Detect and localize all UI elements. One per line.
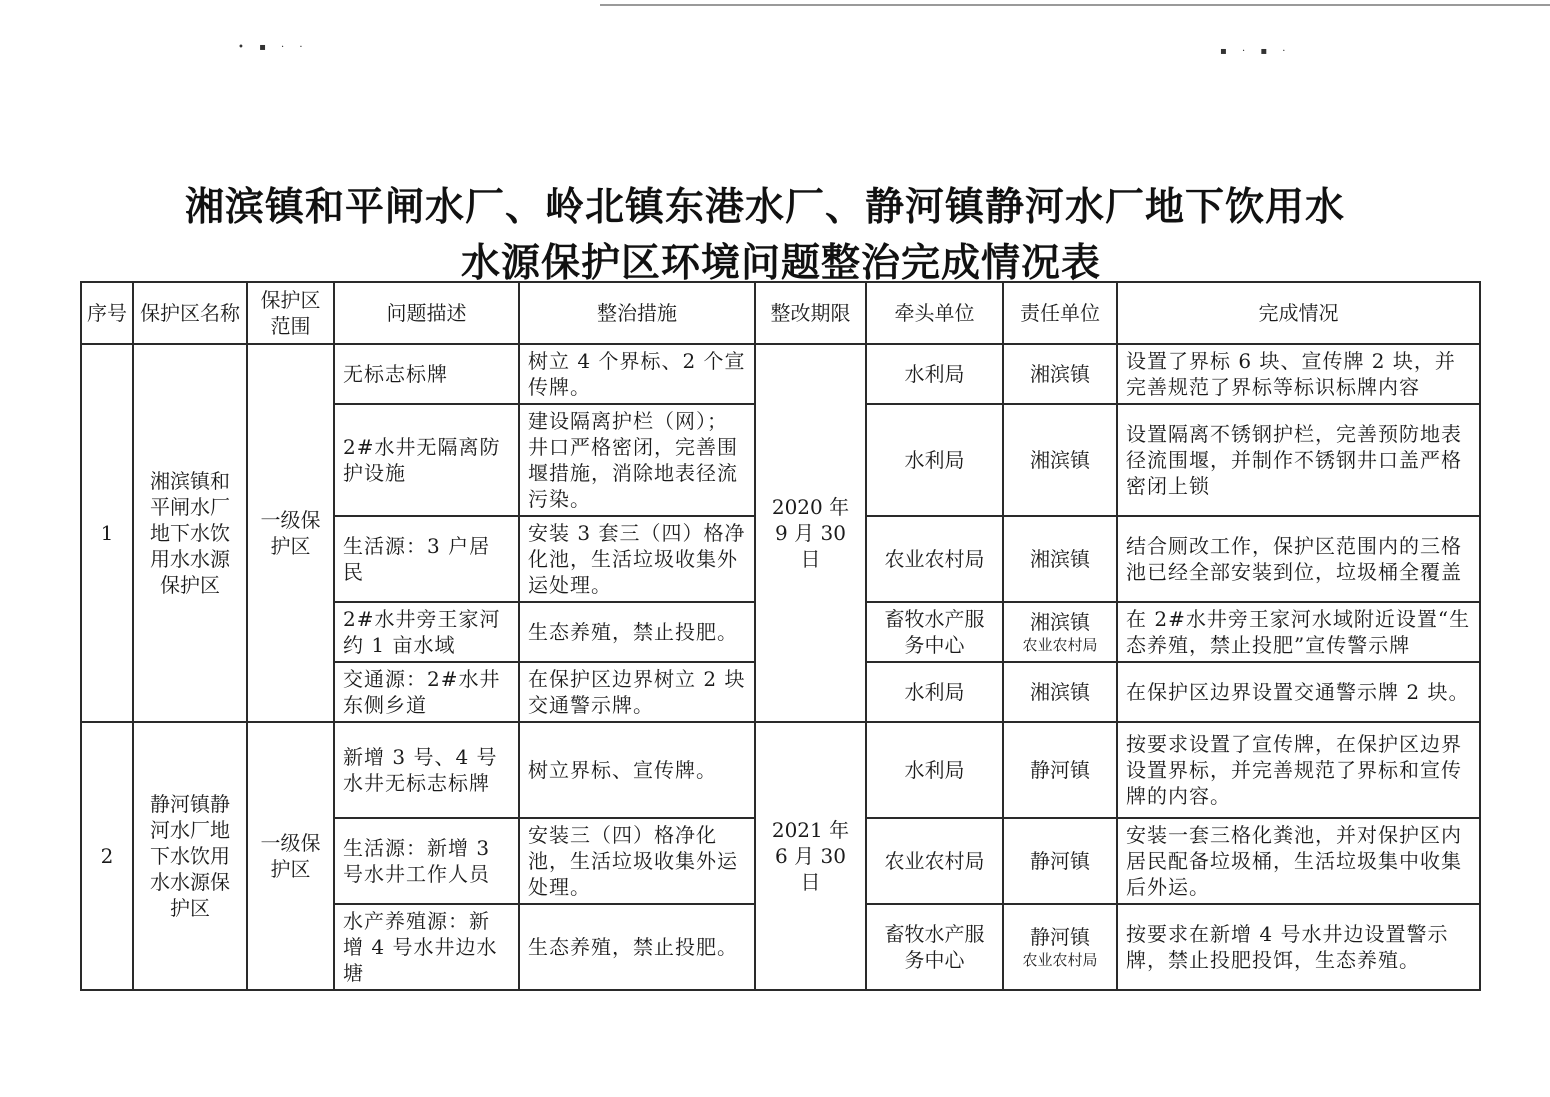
table-row bbox=[81, 344, 1480, 404]
lead-unit-cell: 水利局 bbox=[866, 662, 1003, 722]
resp-unit-cell: 湘滨镇 bbox=[1003, 662, 1117, 722]
area-name: 湘滨镇和平闸水厂地下水饮用水水源保护区 bbox=[133, 344, 247, 722]
measures-cell: 树立 4 个界标、2 个宣传牌。 bbox=[519, 344, 755, 404]
problem-cell: 2#水井无隔离防护设施 bbox=[334, 404, 519, 516]
resp-unit-main: 湘滨镇 bbox=[1030, 610, 1090, 634]
measures-cell: 安装 3 套三（四）格净化池，生活垃圾收集外运处理。 bbox=[519, 516, 755, 602]
resp-unit-cell: 湘滨镇 bbox=[1003, 516, 1117, 602]
lead-unit-cell: 水利局 bbox=[866, 404, 1003, 516]
problem-cell: 无标志标牌 bbox=[334, 344, 519, 404]
lead-unit-cell: 农业农村局 bbox=[866, 516, 1003, 602]
problem-cell: 2#水井旁王家河约 1 亩水域 bbox=[334, 602, 519, 662]
problem-cell: 新增 3 号、4 号水井无标志标牌 bbox=[334, 722, 519, 818]
scan-top-line bbox=[600, 4, 1550, 6]
group-seq: 2 bbox=[81, 722, 133, 990]
status-cell: 安装一套三格化粪池，并对保护区内居民配备垃圾桶，生活垃圾集中收集后外运。 bbox=[1117, 818, 1480, 904]
header-resp-unit: 责任单位 bbox=[1003, 282, 1117, 344]
area-scope: 一级保护区 bbox=[247, 344, 334, 722]
status-cell: 设置了界标 6 块、宣传牌 2 块，并完善规范了界标等标识标牌内容 bbox=[1117, 344, 1480, 404]
scan-specks-right: ▪ · ▪ · bbox=[1220, 46, 1292, 57]
problem-cell: 交通源：2#水井东侧乡道 bbox=[334, 662, 519, 722]
deadline-cell: 2021 年 6 月 30 日 bbox=[755, 722, 866, 990]
page-title-line2: 水源保护区环境问题整治完成情况表 bbox=[460, 241, 1101, 286]
header-lead-unit: 牵头单位 bbox=[866, 282, 1003, 344]
page-title-line1: 湘滨镇和平闸水厂、岭北镇东港水厂、静河镇静河水厂地下饮用水 bbox=[184, 185, 1345, 230]
resp-unit-main: 静河镇 bbox=[1030, 925, 1090, 949]
status-cell: 按要求设置了宣传牌，在保护区边界设置界标，并完善规范了界标和宣传牌的内容。 bbox=[1117, 722, 1480, 818]
area-name: 静河镇静河水厂地下水饮用水水源保护区 bbox=[133, 722, 247, 990]
resp-unit-cell: 湘滨镇 bbox=[1003, 344, 1117, 404]
resp-unit-sub: 农业农村局 bbox=[1022, 636, 1098, 654]
lead-unit-cell: 水利局 bbox=[866, 722, 1003, 818]
header-status: 完成情况 bbox=[1117, 282, 1480, 344]
header-seq: 序号 bbox=[81, 282, 133, 344]
measures-cell: 安装三（四）格净化池，生活垃圾收集外运处理。 bbox=[519, 818, 755, 904]
measures-cell: 建设隔离护栏（网）；井口严格密闭，完善围堰措施，消除地表径流污染。 bbox=[519, 404, 755, 516]
header-problem: 问题描述 bbox=[334, 282, 519, 344]
lead-unit-cell: 农业农村局 bbox=[866, 818, 1003, 904]
status-cell: 设置隔离不锈钢护栏，完善预防地表径流围堰，并制作不锈钢井口盖严格密闭上锁 bbox=[1117, 404, 1480, 516]
group-seq: 1 bbox=[81, 344, 133, 722]
resp-unit-sub: 农业农村局 bbox=[1022, 951, 1098, 969]
measures-cell: 生态养殖，禁止投肥。 bbox=[519, 904, 755, 990]
problem-cell: 生活源：3 户居民 bbox=[334, 516, 519, 602]
resp-unit-cell: 静河镇 bbox=[1003, 818, 1117, 904]
resp-unit-cell bbox=[1003, 602, 1117, 662]
status-cell: 按要求在新增 4 号水井边设置警示牌，禁止投肥投饵，生态养殖。 bbox=[1117, 904, 1480, 990]
resp-unit-cell: 湘滨镇 bbox=[1003, 404, 1117, 516]
header-area-scope: 保护区范围 bbox=[247, 282, 334, 344]
problem-cell: 生活源：新增 3 号水井工作人员 bbox=[334, 818, 519, 904]
lead-unit-cell: 畜牧水产服务中心 bbox=[866, 904, 1003, 990]
lead-unit-cell: 水利局 bbox=[866, 344, 1003, 404]
measures-cell: 在保护区边界树立 2 块交通警示牌。 bbox=[519, 662, 755, 722]
status-table bbox=[80, 281, 1481, 991]
status-cell: 结合厕改工作，保护区范围内的三格池已经全部安装到位，垃圾桶全覆盖 bbox=[1117, 516, 1480, 602]
deadline-cell: 2020 年 9 月 30 日 bbox=[755, 344, 866, 722]
header-deadline: 整改期限 bbox=[755, 282, 866, 344]
header-measures: 整治措施 bbox=[519, 282, 755, 344]
area-scope: 一级保护区 bbox=[247, 722, 334, 990]
header-area-name: 保护区名称 bbox=[133, 282, 247, 344]
measures-cell: 生态养殖，禁止投肥。 bbox=[519, 602, 755, 662]
status-cell: 在 2#水井旁王家河水域附近设置“生态养殖，禁止投肥”宣传警示牌 bbox=[1117, 602, 1480, 662]
lead-unit-cell: 畜牧水产服务中心 bbox=[866, 602, 1003, 662]
resp-unit-cell: 静河镇 bbox=[1003, 722, 1117, 818]
problem-cell: 水产养殖源：新增 4 号水井边水塘 bbox=[334, 904, 519, 990]
measures-cell: 树立界标、宣传牌。 bbox=[519, 722, 755, 818]
status-cell: 在保护区边界设置交通警示牌 2 块。 bbox=[1117, 662, 1480, 722]
scan-specks-left: • ▪ · · bbox=[238, 42, 309, 53]
table-header-row bbox=[81, 282, 1480, 344]
resp-unit-cell bbox=[1003, 904, 1117, 990]
table-row bbox=[81, 722, 1480, 818]
